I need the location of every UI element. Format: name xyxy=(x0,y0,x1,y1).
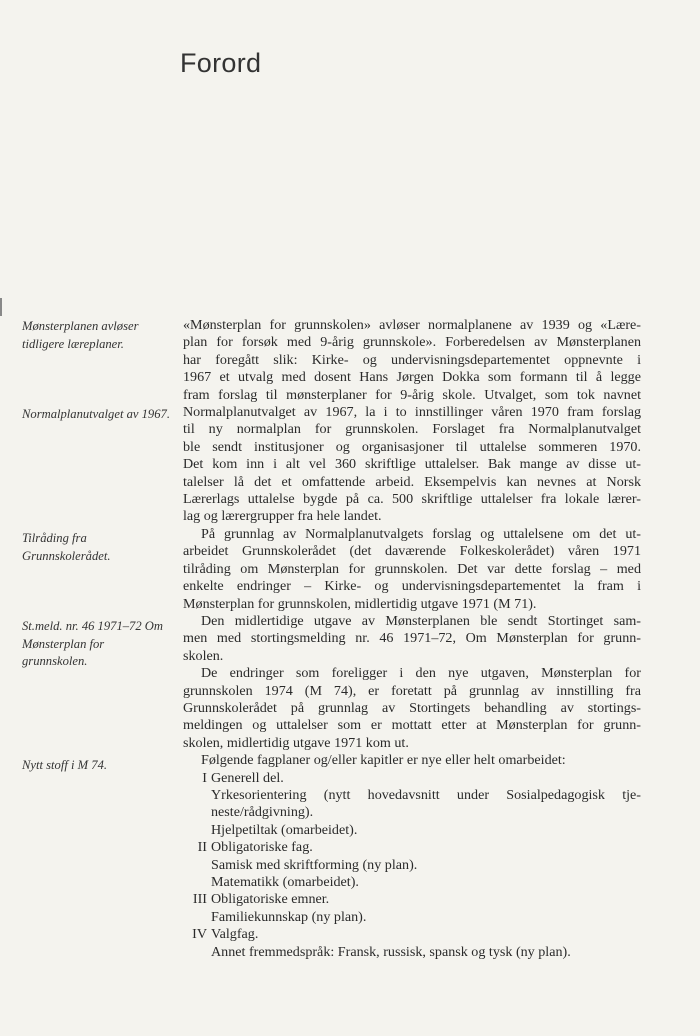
list-subitem: Annet fremmedspråk: Fransk, russisk, spansk og tysk (ny plan). xyxy=(211,943,571,960)
paragraph-2 xyxy=(183,526,641,613)
roman-numeral: IV xyxy=(192,926,207,943)
text-line: enkelte endringer – Kirke- og undervisningsdepartementet la fram i xyxy=(183,578,641,595)
text-line: Den midlertidige utgave av Mønsterplanen ble sendt Stortinget sam- xyxy=(201,612,641,629)
text-line: til ny normalplan for grunnskolen. Forslaget fra Normalplanutvalget xyxy=(183,421,641,438)
text-line: Det kom inn i alt vel 360 skriftlige uttalelser. Bak mange av disse ut- xyxy=(183,456,641,473)
list-subitem: Familiekunnskap (ny plan). xyxy=(211,908,367,925)
text-line: grunnskolen 1974 (M 74), er foretatt på grunnlag av innstilling fra xyxy=(183,682,641,699)
text-line: skolen, midlertidig utgave 1971 kom ut. xyxy=(183,734,409,751)
margin-note-normalplanutvalget: Normalplanutvalget av 1967. xyxy=(22,407,170,421)
text-line: 1967 et utvalg med dosent Hans Jørgen Dokka som formann til å legge xyxy=(183,369,641,386)
text-line: På grunnlag av Normalplanutvalgets forslag og uttalelsene om det ut- xyxy=(201,525,641,542)
margin-note-tilrading: Tilråding fra Grunnskolerådet. xyxy=(22,531,111,563)
text-line: Normalplanutvalget av 1967, la i to innstillinger våren 1970 fram forslag xyxy=(183,404,641,421)
text-line: lag og lærergrupper fra hele landet. xyxy=(183,508,382,525)
text-line: De endringer som foreligger i den nye utgaven, Mønsterplan for xyxy=(201,665,641,682)
paragraph-1 xyxy=(183,317,641,526)
text-line: skolen. xyxy=(183,647,224,664)
list-item xyxy=(183,926,641,943)
list-item xyxy=(183,839,641,856)
text-line: fram forslag til mønsterplaner for 9-årig skole. Utvalget, som tok navnet xyxy=(183,386,641,403)
list-heading: Generell del. xyxy=(211,769,284,786)
page-title: Forord xyxy=(180,48,262,78)
list-subitem: Hjelpetiltak (omarbeidet). xyxy=(211,821,358,838)
text-line: ble sendt institusjoner og organisasjoner til uttalelse sommeren 1970. xyxy=(183,438,641,455)
text-line: men med stortingsmelding nr. 46 1971–72, Om Mønsterplan for grunn- xyxy=(183,630,641,647)
list-subitem: neste/rådgivning). xyxy=(211,804,314,821)
list-item xyxy=(183,891,641,908)
margin-note-planen: Mønsterplanen avløser tidligere læreplaner. xyxy=(22,319,139,351)
paragraph-5 xyxy=(183,752,641,769)
margin-note-stmeld: St.meld. nr. 46 1971–72 Om Mønsterplan for grunnskolen. xyxy=(22,619,163,668)
text-line: talelser lå det et omfattende arbeid. Eksempelvis kan nevnes at Norsk xyxy=(183,473,641,490)
text-line: meldingen og uttalelser som er mottatt etter at Mønsterplan for grunn- xyxy=(183,717,641,734)
list-heading: Obligatoriske emner. xyxy=(211,891,330,908)
text-line: Grunnskolerådet på grunnlag av Stortingets behandling av stortings- xyxy=(183,699,641,716)
list-item xyxy=(183,770,641,787)
text-line: tilråding om Mønsterplan for grunnskolen. Det var dette forslag – med xyxy=(183,560,641,577)
list-heading: Obligatoriske fag. xyxy=(211,839,313,856)
roman-numeral: I xyxy=(202,769,207,786)
body-text xyxy=(183,317,641,961)
roman-numeral: III xyxy=(192,891,207,908)
text-line: plan for forsøk med 9-årig grunnskole». Forberedelsen av Mønsterplanen xyxy=(183,334,641,351)
edge-mark xyxy=(0,298,2,316)
list-subitem: Samisk med skriftforming (ny plan). xyxy=(211,856,418,873)
paragraph-3 xyxy=(183,613,641,665)
margin-note-nytt-stoff: Nytt stoff i M 74. xyxy=(22,758,108,772)
text-line: har foregått slik: Kirke- og undervisningsdepartementet oppnevnte i xyxy=(183,351,641,368)
list-subitem: Yrkesorientering (nytt hovedavsnitt under Sosialpedagogisk tje- xyxy=(211,786,641,803)
revision-list xyxy=(183,770,641,961)
text-line: Lærerlags uttalelse bygde på ca. 500 skriftlige uttalelser fra lokale lærer- xyxy=(183,491,641,508)
text-line: «Mønsterplan for grunnskolen» avløser normalplanene av 1939 og «Lære- xyxy=(183,317,641,333)
paragraph-4 xyxy=(183,665,641,752)
text-line: Følgende fagplaner og/eller kapitler er nye eller helt omarbeidet: xyxy=(201,752,566,769)
roman-numeral: II xyxy=(197,839,207,856)
text-line: arbeidet Grunnskolerådet (det daværende Folkeskolerådet) våren 1971 xyxy=(183,543,641,560)
list-subitem: Matematikk (omarbeidet). xyxy=(211,874,359,890)
text-line: Mønsterplan for grunnskolen, midlertidig utgave 1971 (M 71). xyxy=(183,595,537,612)
list-heading: Valgfag. xyxy=(211,926,259,943)
